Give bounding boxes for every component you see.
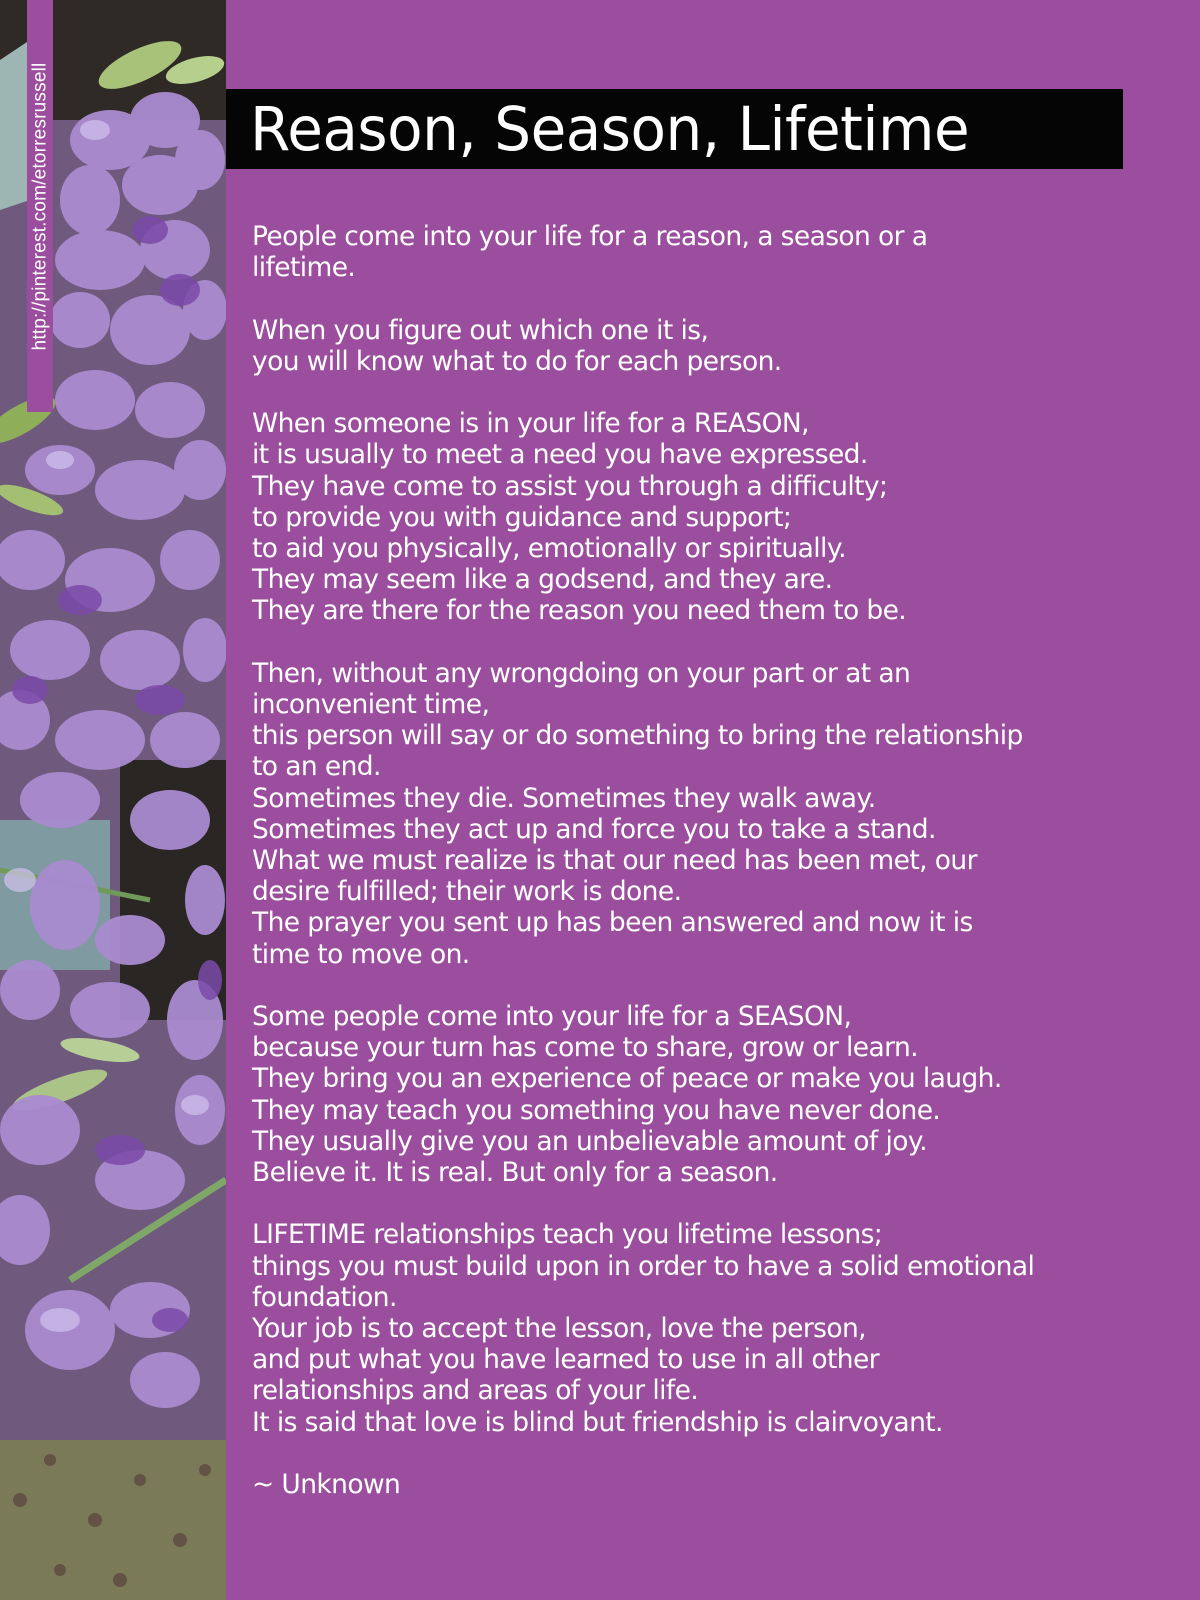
poem-line: Your job is to accept the lesson, love the person, bbox=[252, 1313, 866, 1345]
poem-line: They bring you an experience of peace or make you laugh. bbox=[252, 1063, 1002, 1095]
stanza-reason bbox=[252, 408, 1172, 626]
poem-line: and put what you have learned to use in all other bbox=[252, 1344, 879, 1376]
stanza-lifetime bbox=[252, 1219, 1172, 1437]
poem-line: LIFETIME relationships teach you lifetime lessons; bbox=[252, 1219, 883, 1251]
poem-line: things you must build upon in order to have a solid emotional bbox=[252, 1250, 1035, 1282]
poem-line: inconvenient time, bbox=[252, 689, 490, 720]
poem-line: When you figure out which one it is, bbox=[252, 314, 709, 346]
poem-line: The prayer you sent up has been answered and now it is bbox=[252, 907, 973, 939]
stanza-season bbox=[252, 1001, 1172, 1188]
poem-line: desire fulfilled; their work is done. bbox=[252, 876, 682, 908]
poem-line: to an end. bbox=[252, 751, 381, 783]
poem-line: It is said that love is blind but friendship is clairvoyant. bbox=[252, 1406, 943, 1438]
poem-line: They may seem like a godsend, and they are. bbox=[252, 564, 833, 596]
poem-line: you will know what to do for each person. bbox=[252, 345, 782, 377]
poem-line: People come into your life for a reason, a season or a bbox=[252, 221, 928, 252]
poem-line: Some people come into your life for a SEASON, bbox=[252, 1001, 852, 1033]
poem-line: foundation. bbox=[252, 1281, 397, 1313]
poem-line: it is usually to meet a need you have expressed. bbox=[252, 439, 868, 471]
poem-line: When someone is in your life for a REASON, bbox=[252, 408, 809, 440]
title-banner bbox=[226, 89, 1123, 169]
poem-line: They may teach you something you have never done. bbox=[252, 1094, 941, 1126]
poem-line: to provide you with guidance and support; bbox=[252, 501, 792, 533]
poem-line: They have come to assist you through a difficulty; bbox=[252, 470, 888, 502]
poem-body bbox=[252, 221, 1172, 1500]
poem-line: What we must realize is that our need has been met, our bbox=[252, 845, 977, 877]
source-watermark bbox=[27, 0, 53, 412]
poem-line: Believe it. It is real. But only for a season. bbox=[252, 1157, 778, 1189]
poem-line: to aid you physically, emotionally or spiritually. bbox=[252, 533, 846, 564]
poem-line: Sometimes they die. Sometimes they walk away. bbox=[252, 782, 876, 814]
poem-line: time to move on. bbox=[252, 938, 470, 970]
attribution: ~ Unknown bbox=[252, 1469, 401, 1501]
poem-line: They usually give you an unbelievable amount of joy. bbox=[252, 1125, 927, 1157]
poster-title: Reason, Season, Lifetime bbox=[250, 93, 970, 165]
source-url-text: http://pinterest.com/etorresrussell bbox=[29, 62, 51, 350]
poem-line: lifetime. bbox=[252, 252, 356, 284]
wisteria-photo bbox=[0, 0, 226, 1600]
poem-line: this person will say or do something to bring the relationship bbox=[252, 720, 1023, 752]
stanza-intro bbox=[252, 221, 1172, 283]
stanza-figure-out bbox=[252, 315, 1172, 377]
poem-line: because your turn has come to share, grow or learn. bbox=[252, 1032, 918, 1064]
stanza-reason-end bbox=[252, 658, 1172, 970]
poem-line: Sometimes they act up and force you to take a stand. bbox=[252, 813, 936, 845]
poem-line: They are there for the reason you need them to be. bbox=[252, 595, 907, 627]
poem-line: Then, without any wrongdoing on your part or at an bbox=[252, 657, 911, 689]
poem-line: relationships and areas of your life. bbox=[252, 1375, 699, 1407]
